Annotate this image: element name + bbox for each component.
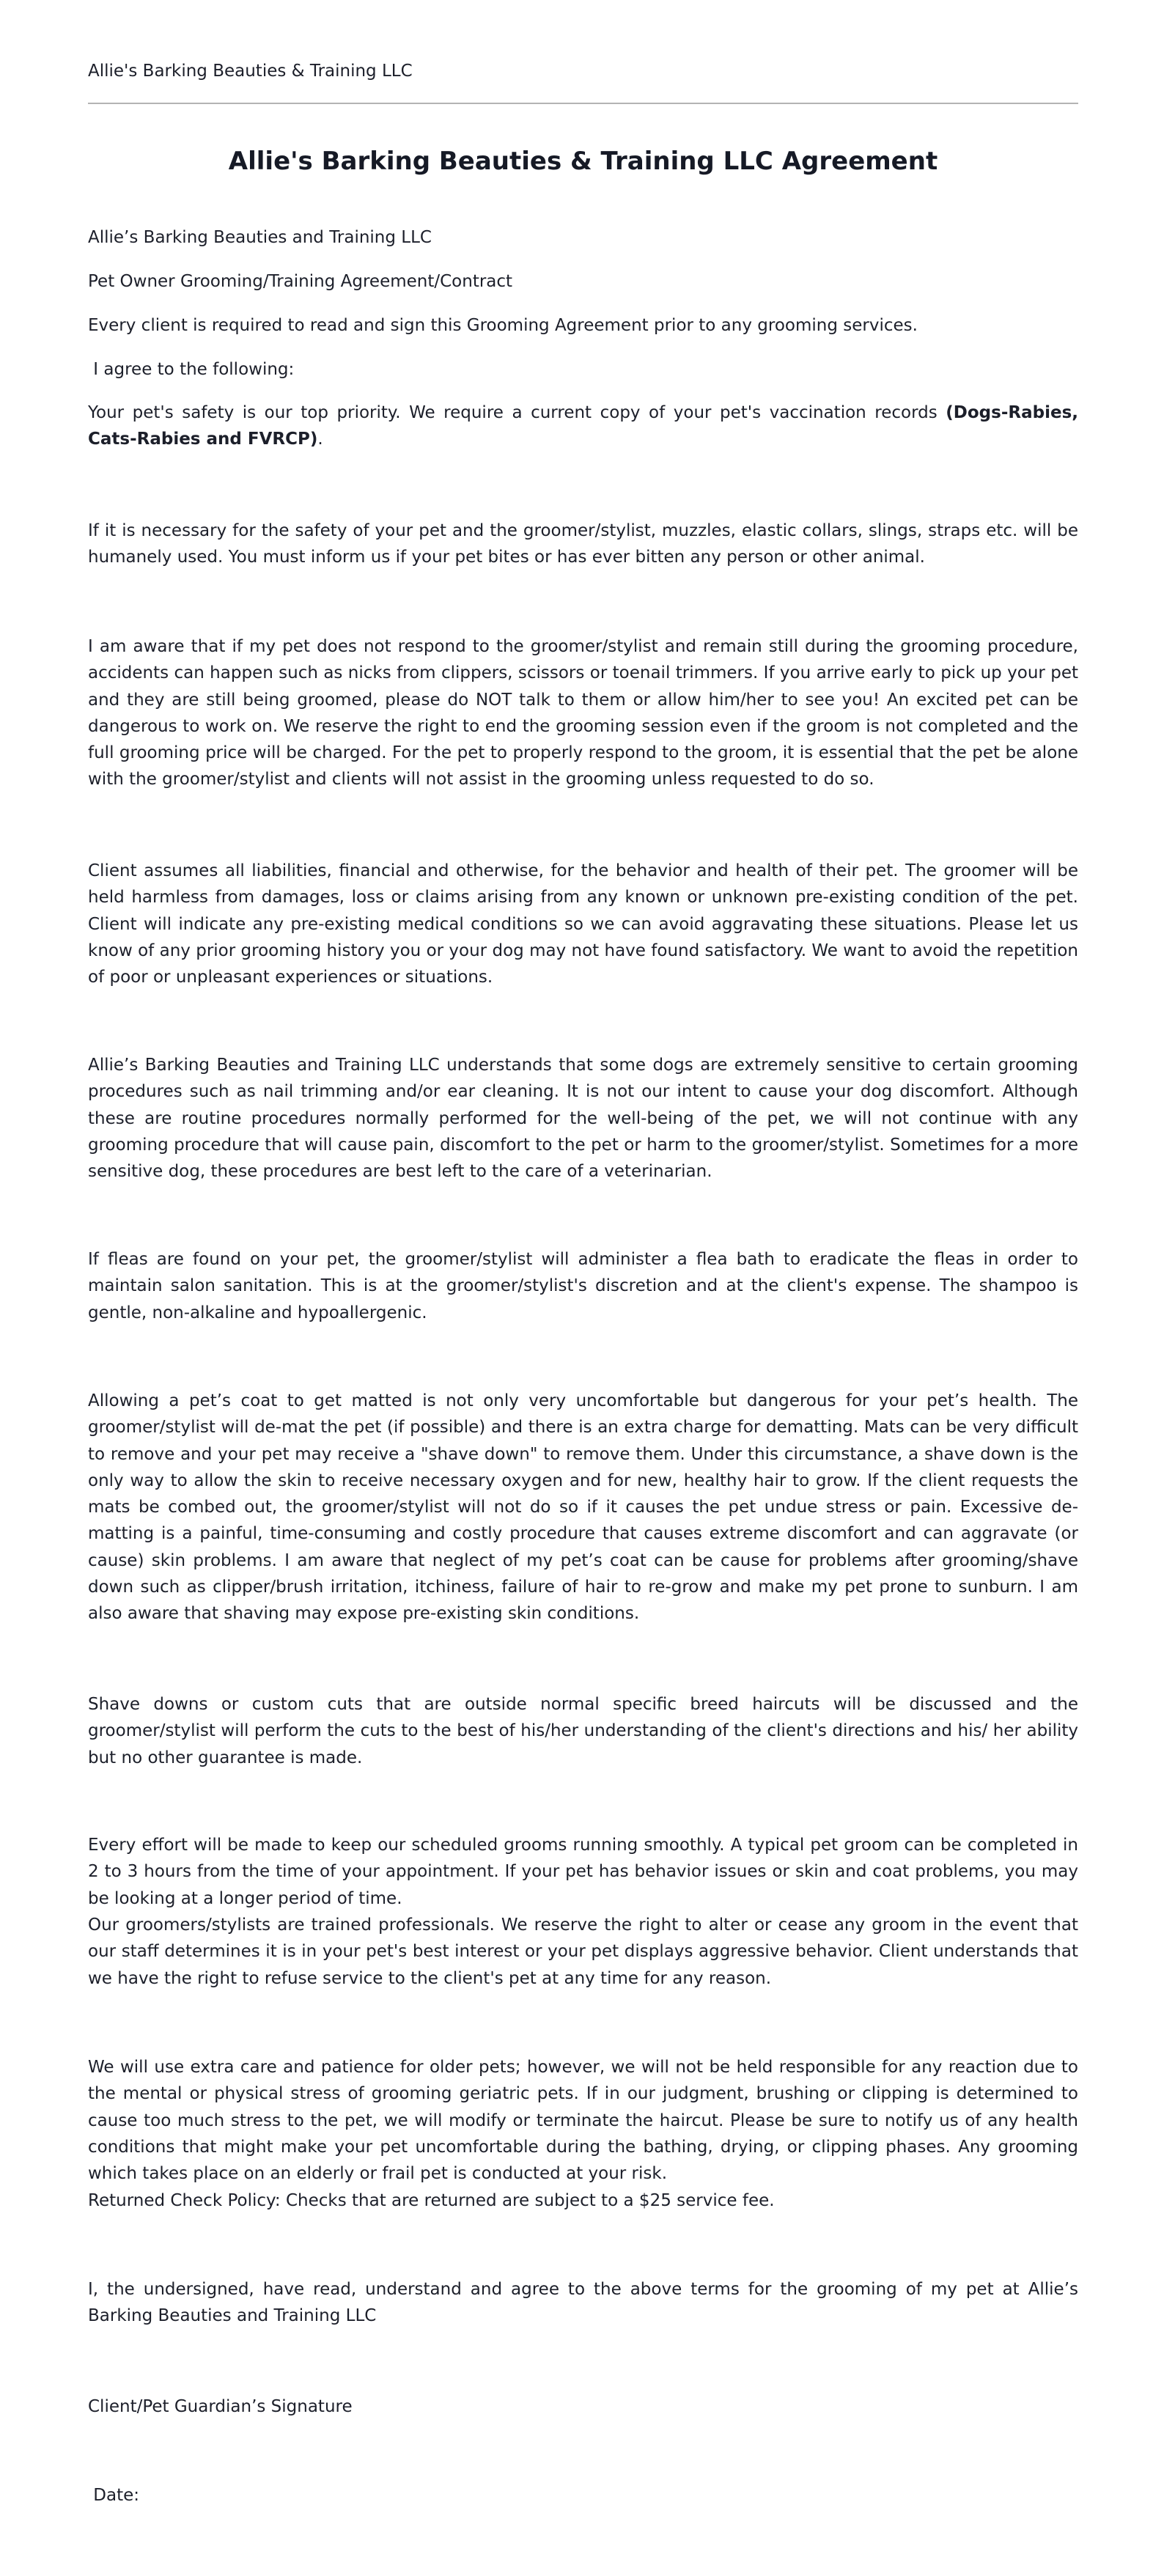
agreement-subtitle: Pet Owner Grooming/Training Agreement/Contract — [88, 272, 513, 291]
staff-rights-paragraph: Our groomers/stylists are trained professionals. We reserve the right to alter or cease any groom in the event that our staff determines it is in your pet's best interest or your pet displays aggressive behavior. Client understands that we have the right to refuse service to the client's pet at any time for any reason. — [88, 1916, 1078, 1988]
company-line: Allie’s Barking Beauties and Training LLC — [88, 228, 432, 247]
matting-paragraph: Allowing a pet’s coat to get matted is not only very uncomfortable but dangerous for your pet’s health. The groomer/stylist will de-mat the pet (if possible) and there is an extra charge for dematting. Mats can be very difficult to remove and your pet may receive a "shave down" to remove them. Under this circumstance, a shave down is the only way to allow the skin to receive necessary oxygen and for new, healthy hair to grow. If the client requests the mats be combed out, the groomer/stylist will not do so if it causes the pet undue stress or pain. Excessive de-matting is a painful, time-consuming and costly procedure that causes extreme discomfort and can aggravate (or cause) skin problems. I am aware that neglect of my pet’s coat can be cause for problems after grooming/shave down such as clipper/brush irritation, itchiness, failure of hair to re-grow and make my pet prone to sunburn. I am also aware that shaving may expose pre-existing skin conditions. — [88, 1391, 1078, 1624]
document-title: Allie's Barking Beauties & Training LLC Agreement — [228, 147, 938, 176]
grooming-accidents-paragraph: I am aware that if my pet does not respond to the groomer/stylist and remain still during the grooming procedure, accidents can happen such as nicks from clippers, scissors or toenail trimmers. If you arrive early to pick up your pet and they are still being groomed, please do NOT talk to them or allow him/her to see you! An excited pet can be dangerous to work on. We reserve the right to end the grooming session even if the groom is not completed and the full grooming price will be charged. For the pet to properly respond to the groom, it is essential that the pet be alone with the groomer/stylist and clients will not assist in the grooming unless requested to do so. — [88, 637, 1078, 790]
vaccination-paragraph — [88, 400, 1078, 453]
date-label: Date: — [88, 2486, 140, 2505]
agree-line: I agree to the following: — [88, 360, 295, 379]
safety-restraints-paragraph: If it is necessary for the safety of your pet and the groomer/stylist, muzzles, elastic collars, slings, straps etc. will be humanely used. You must inform us if your pet bites or has ever bitten any person or other animal. — [88, 521, 1078, 567]
sensitive-procedures-paragraph: Allie’s Barking Beauties and Training LLC understands that some dogs are extremely sensitive to certain grooming procedures such as nail trimming and/or ear cleaning. It is not our intent to cause your dog discomfort. Although these are routine procedures normally performed for the well-being of the pet, we will not continue with any grooming procedure that will cause pain, discomfort to the pet or harm to the groomer/stylist. Sometimes for a more sensitive dog, these procedures are best left to the care of a veterinarian. — [88, 1056, 1078, 1182]
intro-paragraph: Every client is required to read and sign this Grooming Agreement prior to any grooming services. — [88, 316, 918, 335]
custom-cuts-paragraph: Shave downs or custom cuts that are outside normal specific breed haircuts will be discussed and the groomer/stylist will perform the cuts to the best of his/her understanding of the client's directions and his/ her ability but no other guarantee is made. — [88, 1695, 1078, 1767]
vaccination-requirements: (Dogs-Rabies, Cats-Rabies and FVRCP) — [88, 403, 1078, 449]
geriatric-paragraph: We will use extra care and patience for older pets; however, we will not be held responsible for any reaction due to the mental or physical stress of grooming geriatric pets. If in our judgment, brushing or clipping is determined to cause too much stress to the pet, we will modify or terminate the haircut. Please be sure to notify us of any health conditions that might make your pet uncomfortable during the bathing, drying, or clipping phases. Any grooming which takes place on an elderly or frail pet is conducted at your risk. — [88, 2058, 1078, 2184]
vaccination-text: Your pet's safety is our top priority. We require a current copy of your pet's vaccination records — [88, 403, 946, 422]
schedule-paragraph: Every effort will be made to keep our scheduled grooms running smoothly. A typical pet groom can be completed in 2 to 3 hours from the time of your appointment. If your pet has behavior issues or skin and coat problems, you may be looking at a longer period of time. — [88, 1836, 1078, 1908]
header-divider — [88, 103, 1078, 104]
liability-paragraph: Client assumes all liabilities, financial and otherwise, for the behavior and health of their pet. The groomer will be held harmless from damages, loss or claims arising from any known or unknown pre-existing condition of the pet. Client will indicate any pre-existing medical conditions so we can avoid aggravating these situations. Please let us know of any prior grooming history you or your dog may not have found satisfactory. We want to avoid the repetition of poor or unpleasant experiences or situations. — [88, 861, 1078, 987]
vaccination-end: . — [317, 430, 323, 449]
signature-label: Client/Pet Guardian’s Signature — [88, 2397, 353, 2416]
document-header: Allie's Barking Beauties & Training LLC — [88, 62, 413, 81]
flea-paragraph: If fleas are found on your pet, the groomer/stylist will administer a flea bath to eradicate the fleas in order to maintain salon sanitation. This is at the groomer/stylist's discretion and at the client's expense. The shampoo is gentle, non-alkaline and hypoallergenic. — [88, 1250, 1078, 1322]
acknowledgement-paragraph: I, the undersigned, have read, understand and agree to the above terms for the grooming of my pet at Allie’s Barking Beauties and Training LLC — [88, 2280, 1078, 2326]
returned-check-policy: Returned Check Policy: Checks that are returned are subject to a $25 service fee. — [88, 2191, 775, 2210]
